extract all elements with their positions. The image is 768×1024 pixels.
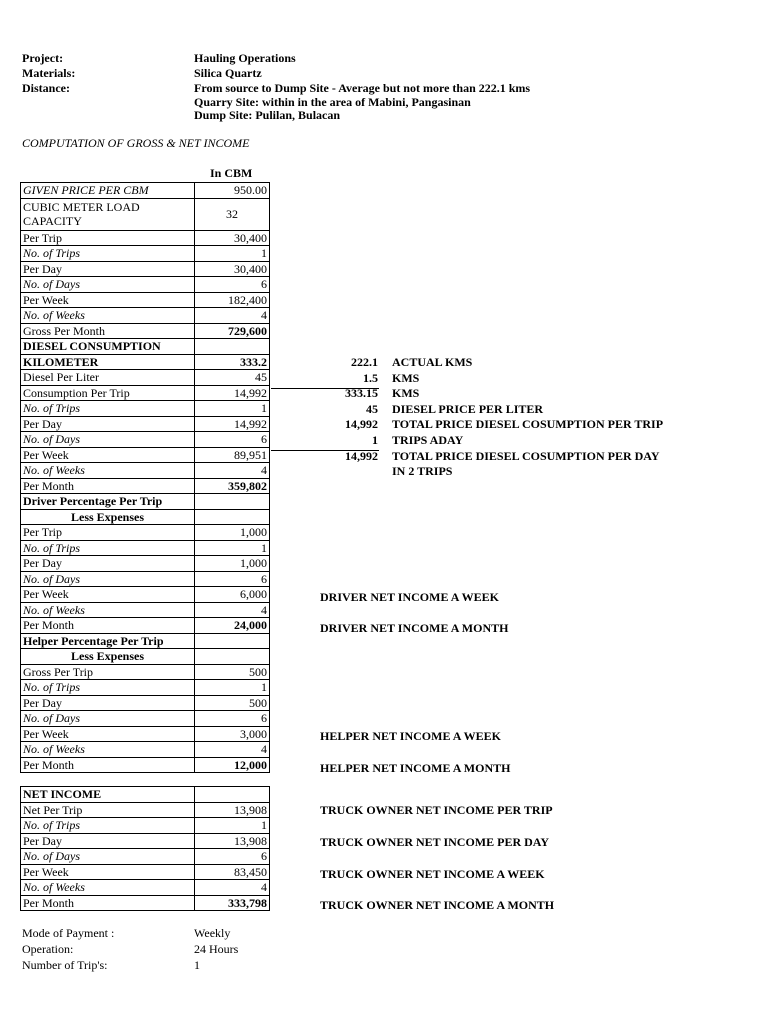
table-row bbox=[21, 246, 270, 262]
table-row bbox=[21, 323, 270, 339]
row-label: Gross Per Trip bbox=[21, 664, 195, 680]
table-row bbox=[21, 571, 270, 587]
table-row bbox=[21, 354, 270, 370]
row-label: Per Day bbox=[21, 556, 195, 572]
row-value: 333,798 bbox=[195, 895, 270, 911]
table-row bbox=[21, 833, 270, 849]
table-row bbox=[21, 447, 270, 463]
row-label: No. of Weeks bbox=[21, 602, 195, 618]
row-label: DIESEL CONSUMPTION bbox=[21, 339, 195, 355]
row-label: Less Expenses bbox=[21, 509, 195, 525]
diesel-note-text: ACTUAL KMS bbox=[392, 355, 473, 369]
row-label: Per Day bbox=[21, 261, 195, 277]
table-row bbox=[21, 401, 270, 417]
row-value bbox=[195, 787, 270, 803]
driver-week-note: DRIVER NET INCOME A WEEK bbox=[320, 590, 499, 604]
table-row bbox=[21, 525, 270, 541]
row-value: 14,992 bbox=[195, 385, 270, 401]
diesel-note-number: 14,992 bbox=[345, 417, 378, 432]
row-label: No. of Weeks bbox=[21, 880, 195, 896]
row-value: 6 bbox=[195, 277, 270, 293]
row-value: 12,000 bbox=[195, 757, 270, 773]
diesel-note-number: 1 bbox=[372, 433, 378, 447]
row-label: Per Month bbox=[21, 895, 195, 911]
row-value: 89,951 bbox=[195, 447, 270, 463]
table-row bbox=[21, 895, 270, 911]
operation-value: 24 Hours bbox=[194, 942, 239, 956]
table-row bbox=[21, 787, 270, 803]
row-label: Per Day bbox=[21, 695, 195, 711]
diesel-note-number: 1.5 bbox=[363, 370, 378, 385]
connector-line bbox=[271, 450, 379, 451]
row-label: Per Week bbox=[21, 292, 195, 308]
diesel-note-text: KMS bbox=[392, 370, 420, 385]
table-row bbox=[21, 757, 270, 773]
row-value: 14,992 bbox=[195, 416, 270, 432]
row-label: No. of Trips bbox=[21, 246, 195, 262]
materials-label: Materials: bbox=[22, 66, 76, 80]
table-row bbox=[21, 664, 270, 680]
table-row bbox=[21, 587, 270, 603]
table-row bbox=[21, 432, 270, 448]
diesel-note-text: TRIPS ADAY bbox=[392, 433, 464, 447]
table-row bbox=[21, 849, 270, 865]
row-value: 4 bbox=[195, 308, 270, 324]
owner-month-note: TRUCK OWNER NET INCOME A MONTH bbox=[320, 898, 555, 912]
operation-label: Operation: bbox=[22, 942, 74, 956]
table-row bbox=[21, 261, 270, 277]
row-label: No. of Days bbox=[21, 849, 195, 865]
helper-month-note: HELPER NET INCOME A MONTH bbox=[320, 761, 511, 775]
row-value: 1 bbox=[195, 818, 270, 834]
table-row bbox=[21, 726, 270, 742]
row-value: 950.00 bbox=[195, 183, 270, 199]
row-value: 30,400 bbox=[195, 230, 270, 246]
row-value: 1 bbox=[195, 401, 270, 417]
row-label: No. of Days bbox=[21, 571, 195, 587]
driver-month-note: DRIVER NET INCOME A MONTH bbox=[320, 621, 509, 635]
diesel-note-text: TOTAL PRICE DIESEL COSUMPTION PER DAY bbox=[392, 448, 660, 463]
row-value: 13,908 bbox=[195, 833, 270, 849]
diesel-note-text: TOTAL PRICE DIESEL COSUMPTION PER TRIP bbox=[392, 417, 664, 432]
row-label: No. of Days bbox=[21, 277, 195, 293]
row-label: Per Day bbox=[21, 416, 195, 432]
row-label: No. of Weeks bbox=[21, 308, 195, 324]
row-label: Per Trip bbox=[21, 230, 195, 246]
row-value: 6 bbox=[195, 432, 270, 448]
row-label: Per Week bbox=[21, 587, 195, 603]
row-label: No. of Weeks bbox=[21, 463, 195, 479]
row-value: 3,000 bbox=[195, 726, 270, 742]
table-row bbox=[21, 802, 270, 818]
table-row bbox=[21, 880, 270, 896]
table-row bbox=[21, 695, 270, 711]
table-row bbox=[21, 864, 270, 880]
row-label: Gross Per Month bbox=[21, 323, 195, 339]
owner-trip-note: TRUCK OWNER NET INCOME PER TRIP bbox=[320, 803, 553, 817]
unit-header: In CBM bbox=[210, 166, 253, 180]
table-row bbox=[21, 818, 270, 834]
payment-mode-value: Weekly bbox=[194, 926, 231, 940]
table-row bbox=[21, 308, 270, 324]
row-value: 1,000 bbox=[195, 556, 270, 572]
table-row bbox=[21, 602, 270, 618]
payment-mode-label: Mode of Payment : bbox=[22, 926, 115, 940]
table-row bbox=[21, 370, 270, 386]
trips-value: 1 bbox=[194, 958, 200, 972]
owner-week-note: TRUCK OWNER NET INCOME A WEEK bbox=[320, 867, 545, 881]
table-row bbox=[21, 711, 270, 727]
row-label: No. of Weeks bbox=[21, 742, 195, 758]
row-value bbox=[195, 339, 270, 355]
row-label: No. of Trips bbox=[21, 680, 195, 696]
computation-table bbox=[20, 182, 270, 773]
row-value: 6 bbox=[195, 711, 270, 727]
row-label: Helper Percentage Per Trip bbox=[21, 633, 195, 649]
table-row bbox=[21, 292, 270, 308]
row-value: 4 bbox=[195, 880, 270, 896]
table-row bbox=[21, 198, 270, 230]
row-value: 32 bbox=[195, 198, 270, 230]
connector-line bbox=[271, 388, 379, 389]
row-label: Per Week bbox=[21, 447, 195, 463]
diesel-note-number: 14,992 bbox=[345, 448, 378, 463]
row-value bbox=[195, 509, 270, 525]
row-label: Per Month bbox=[21, 757, 195, 773]
row-value: 45 bbox=[195, 370, 270, 386]
table-row bbox=[21, 494, 270, 510]
table-row bbox=[21, 742, 270, 758]
table-row bbox=[21, 509, 270, 525]
row-value: 359,802 bbox=[195, 478, 270, 494]
row-label: No. of Days bbox=[21, 711, 195, 727]
table-row bbox=[21, 556, 270, 572]
row-label: No. of Trips bbox=[21, 401, 195, 417]
quarry-site: Quarry Site: within in the area of Mabini, Pangasinan bbox=[194, 95, 471, 109]
row-label: GIVEN PRICE PER CBM bbox=[21, 183, 195, 199]
diesel-note-number: 222.1 bbox=[351, 355, 378, 369]
helper-week-note: HELPER NET INCOME A WEEK bbox=[320, 729, 501, 743]
row-value: 6,000 bbox=[195, 587, 270, 603]
row-value: 500 bbox=[195, 695, 270, 711]
row-value bbox=[195, 494, 270, 510]
distance-label: Distance: bbox=[22, 81, 70, 95]
row-label: KILOMETER bbox=[21, 354, 195, 370]
trips-label: Number of Trip's: bbox=[22, 958, 108, 972]
dump-site: Dump Site: Pulilan, Bulacan bbox=[194, 108, 341, 122]
diesel-note-number: 45 bbox=[366, 401, 378, 416]
row-label: Driver Percentage Per Trip bbox=[21, 494, 195, 510]
section-title: COMPUTATION OF GROSS & NET INCOME bbox=[22, 136, 250, 150]
diesel-note-text: IN 2 TRIPS bbox=[392, 464, 453, 479]
row-label: Per Day bbox=[21, 833, 195, 849]
row-label: Per Week bbox=[21, 726, 195, 742]
row-value: 4 bbox=[195, 602, 270, 618]
diesel-note-number: 333.15 bbox=[345, 386, 378, 401]
net-income-table bbox=[20, 786, 270, 911]
project-value: Hauling Operations bbox=[194, 51, 296, 65]
row-label: No. of Trips bbox=[21, 540, 195, 556]
table-row bbox=[21, 478, 270, 494]
row-value: 1 bbox=[195, 246, 270, 262]
row-label: Consumption Per Trip bbox=[21, 385, 195, 401]
project-label: Project: bbox=[22, 51, 64, 65]
row-value: 4 bbox=[195, 463, 270, 479]
row-label: No. of Days bbox=[21, 432, 195, 448]
row-value: 4 bbox=[195, 742, 270, 758]
row-value: 500 bbox=[195, 664, 270, 680]
row-value: 24,000 bbox=[195, 618, 270, 634]
row-value: 6 bbox=[195, 571, 270, 587]
row-value: 1 bbox=[195, 680, 270, 696]
table-row bbox=[21, 277, 270, 293]
table-row bbox=[21, 649, 270, 665]
row-label: NET INCOME bbox=[21, 787, 195, 803]
table-row bbox=[21, 463, 270, 479]
row-label: Less Expenses bbox=[21, 649, 195, 665]
row-value: 1 bbox=[195, 540, 270, 556]
row-label: Per Month bbox=[21, 478, 195, 494]
row-label: CUBIC METER LOAD CAPACITY bbox=[21, 198, 195, 230]
distance-value: From source to Dump Site - Average but not more than 222.1 kms bbox=[194, 81, 531, 95]
table-row bbox=[21, 385, 270, 401]
diesel-note-text: KMS bbox=[392, 386, 420, 401]
row-value: 729,600 bbox=[195, 323, 270, 339]
row-value bbox=[195, 649, 270, 665]
row-value: 6 bbox=[195, 849, 270, 865]
row-value: 13,908 bbox=[195, 802, 270, 818]
row-value: 182,400 bbox=[195, 292, 270, 308]
table-row bbox=[21, 633, 270, 649]
row-label: Net Per Trip bbox=[21, 802, 195, 818]
row-label: Diesel Per Liter bbox=[21, 370, 195, 386]
table-row bbox=[21, 680, 270, 696]
row-value: 333.2 bbox=[195, 354, 270, 370]
row-label: Per Month bbox=[21, 618, 195, 634]
table-row bbox=[21, 339, 270, 355]
row-value: 1,000 bbox=[195, 525, 270, 541]
row-label: Per Trip bbox=[21, 525, 195, 541]
table-row bbox=[21, 230, 270, 246]
table-row bbox=[21, 540, 270, 556]
row-label: No. of Trips bbox=[21, 818, 195, 834]
table-row bbox=[21, 183, 270, 199]
diesel-note-text: DIESEL PRICE PER LITER bbox=[392, 401, 544, 416]
owner-day-note: TRUCK OWNER NET INCOME PER DAY bbox=[320, 835, 550, 849]
row-value bbox=[195, 633, 270, 649]
row-value: 30,400 bbox=[195, 261, 270, 277]
table-row bbox=[21, 618, 270, 634]
row-value: 83,450 bbox=[195, 864, 270, 880]
table-row bbox=[21, 416, 270, 432]
materials-value: Silica Quartz bbox=[194, 66, 262, 80]
row-label: Per Week bbox=[21, 864, 195, 880]
